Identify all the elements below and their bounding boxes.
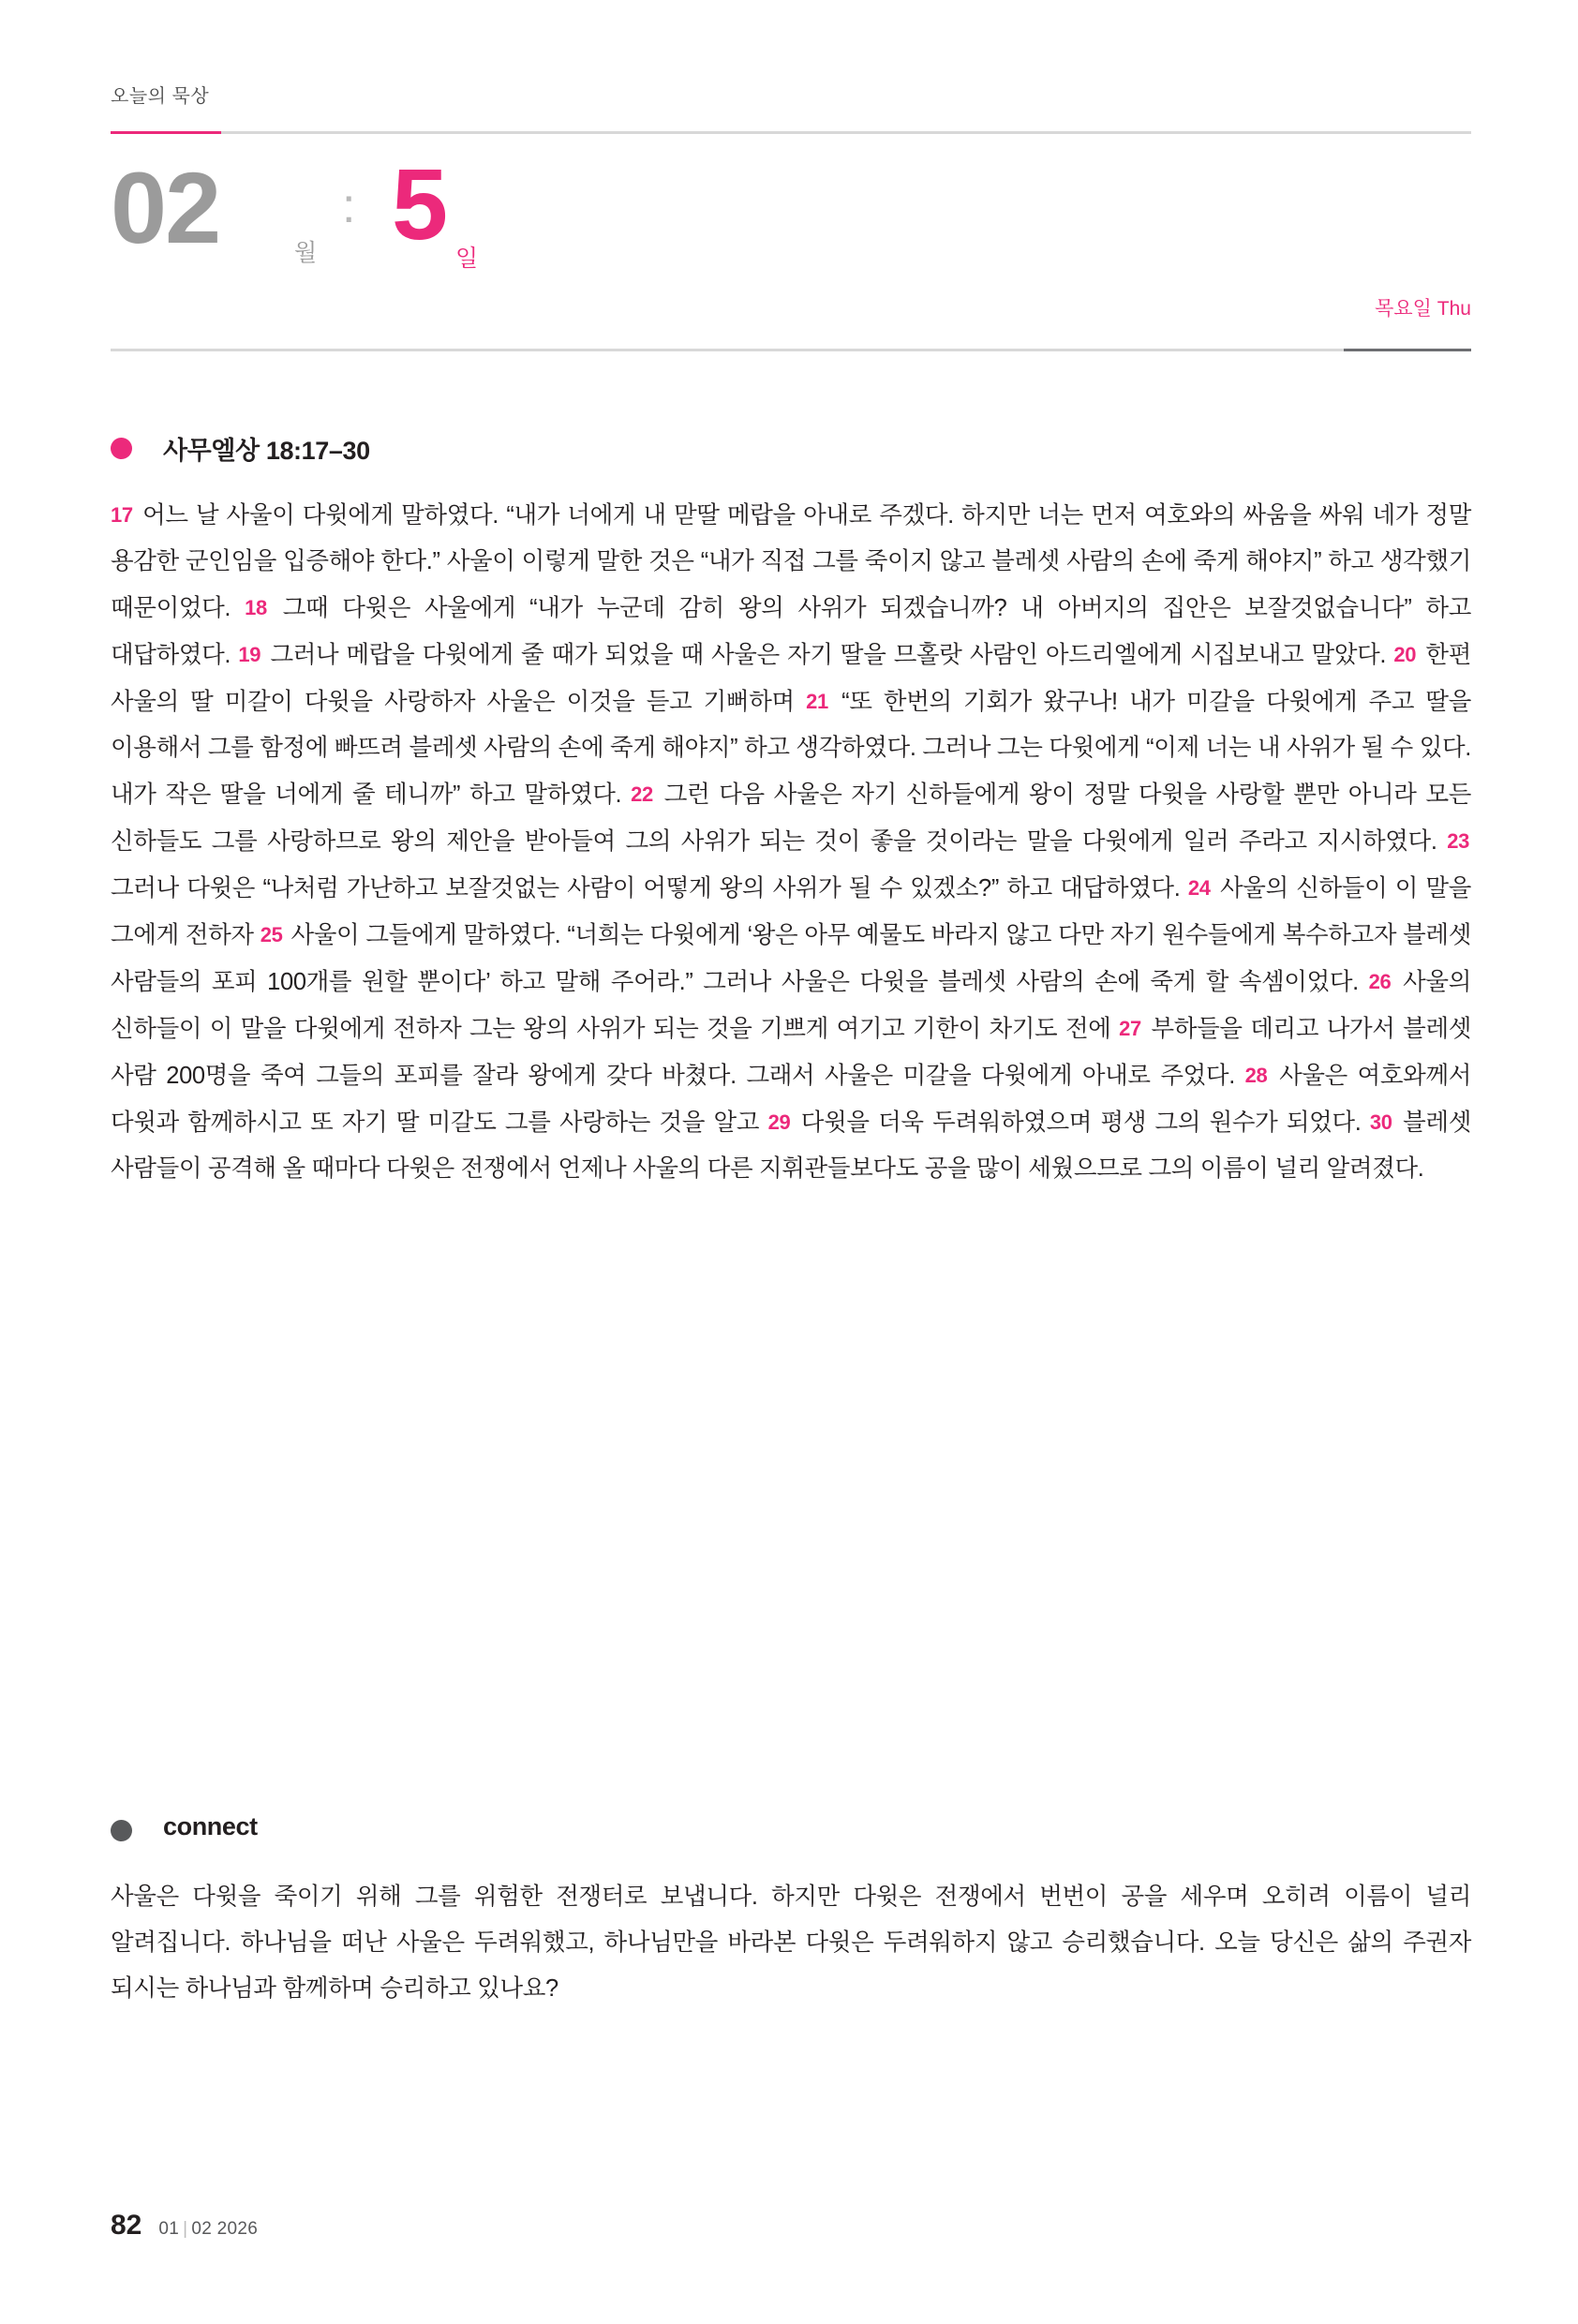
verse-text: 어느 날 사울이 다윗에게 말하였다. “내가 너에게 내 맏딸 메랍을 아내로 주겠다. 하지만 너는 먼저 여호와의 싸움을 싸워 네가 정말 용감한 군인임을 입증해야 한다.” 사울이 이렇게 말한 것은 “내가 직접 그를 죽이지 않고 블레셋 사람의 손에 죽게 해야지” 하고 생각했기 때문이었다. [111,502,1471,621]
footer-issue-right: 02 2026 [191,2219,259,2239]
scripture-title: 사무엘상 18:17–30 [163,437,370,465]
verse-text: 사울이 그들에게 말하였다. “너희는 다윗에게 ‘왕은 아무 예물도 바라지 않고 다만 자기 원수들에게 복수하고자 블레셋 사람들의 포피 100개를 원할 뿐이다’ 하고 말해 주어라.” 그러나 사울은 다윗을 블레셋 사람의 손에 죽게 할 속셈이었다. [111,922,1471,995]
verse-number: 22 [631,782,653,806]
date-month: 02 [111,151,220,264]
verse-text: 한편 사울의 딸 미갈이 다윗을 사랑하자 사울은 이것을 듣고 기뻐하며 [111,642,1471,715]
top-rule-accent [111,131,221,134]
footer-issue [158,2219,258,2240]
footer [111,2210,258,2242]
gray-dot-icon [111,1820,132,1841]
verse-text: 그런 다음 사울은 자기 신하들에게 왕이 정말 다윗을 사랑할 뿐만 아니라 모든 신하들도 그를 사랑하므로 왕의 제안을 받아들여 그의 사위가 되는 것이 좋을 것이라는 말을 다윗에게 일러 주라고 지시하였다. [111,782,1472,855]
verse-number: 19 [238,643,261,666]
connect-heading [111,1809,1471,1854]
verse-number: 21 [806,690,828,713]
verse-text: 사울의 신하들이 이 말을 다윗에게 전하자 그는 왕의 사위가 되는 것을 기쁘게 여기고 기한이 차기도 전에 [111,969,1471,1042]
scripture-heading [111,426,1471,471]
verse-text: 블레셋 사람들이 공격해 올 때마다 다윗은 전쟁에서 언제나 사울의 다른 지휘관들보다도 공을 많이 세웠으므로 그의 이름이 널리 알려졌다. [111,1110,1471,1182]
date-bar [111,147,1471,320]
verse-text: 그러나 다윗은 “나처럼 가난하고 보잘것없는 사람이 어떻게 왕의 사위가 될 수 있겠소?” 하고 대답하였다. [111,875,1188,901]
top-rule [111,131,1471,134]
verse-number: 27 [1119,1017,1141,1040]
verse-number: 18 [245,596,267,619]
eyebrow-label: 오늘의 묵상 [111,86,210,107]
verse-text: 사울은 여호와께서 다윗과 함께하시고 또 자기 딸 미갈도 그를 사랑하는 것을 알고 [111,1063,1472,1136]
date-separator: : [342,179,356,233]
verse-text: 부하들을 데리고 나가서 블레셋 사람 200명을 죽여 그들의 포피를 잘라 왕에게 갖다 바쳤다. 그래서 사울은 미갈을 다윗에게 아내로 주었다. [111,1016,1472,1089]
verse-text: “또 한번의 기회가 왔구나! 내가 미갈을 다윗에게 주고 딸을 이용해서 그를 함정에 빠뜨려 블레셋 사람의 손에 죽게 해야지” 하고 생각하였다. 그러나 그는 다윗에게 “이제 너는 내 사위가 될 수 있다. 내가 작은 딸을 너에게 줄 테니까” 하고 말하였다. [111,689,1471,808]
date-day-unit: 일 [455,246,479,272]
footer-issue-left: 01 [158,2219,180,2239]
verse-number: 28 [1244,1064,1268,1087]
page-number: 82 [111,2210,142,2241]
connect-section [111,1809,1471,2012]
date-month-unit: 월 [294,240,318,266]
verse-number: 20 [1393,643,1417,666]
scripture-body [111,492,1471,1192]
verse-text: 사울의 신하들이 이 말을 그에게 전하자 [111,875,1471,948]
footer-issue-separator: | [183,2219,188,2239]
bottom-rule [111,349,1471,351]
verse-text: 그때 다윗은 사울에게 “내가 누군데 감히 왕의 사위가 되겠습니까? 내 아버지의 집안은 보잘것없습니다” 하고 대답하였다. [111,595,1471,668]
verse-text: 다윗을 더욱 두려워하였으며 평생 그의 원수가 되었다. [792,1110,1370,1136]
verse-number: 30 [1369,1110,1392,1134]
date-day: 5 [392,147,447,261]
verse-number: 17 [111,503,133,527]
verse-number: 26 [1368,970,1392,993]
weekday-label: 목요일 Thu [1375,298,1471,320]
verse-number: 29 [767,1110,791,1134]
verse-text: 그러나 메랍을 다윗에게 줄 때가 되었을 때 사울은 자기 딸을 므홀랏 사람인 아드리엘에게 시집보내고 말았다. [262,642,1394,668]
pink-dot-icon [111,438,132,459]
connect-body: 사울은 다윗을 죽이기 위해 그를 위험한 전쟁터로 보냅니다. 하지만 다윗은 전쟁에서 번번이 공을 세우며 오히려 이름이 널리 알려집니다. 하나님을 떠난 사울은 두려워했고, 하나님만을 바라본 다윗은 두려워하지 않고 승리했습니다. 오늘 당신은 삶의 주권자 되시는 하나님과 함께하며 승리하고 있나요? [111,1884,1471,2002]
scripture-section [111,426,1471,1192]
connect-title: connect [163,1812,258,1840]
verse-number: 24 [1187,876,1211,900]
verse-number: 23 [1447,829,1469,853]
verse-number: 25 [260,923,283,946]
bottom-rule-accent [1344,349,1471,351]
